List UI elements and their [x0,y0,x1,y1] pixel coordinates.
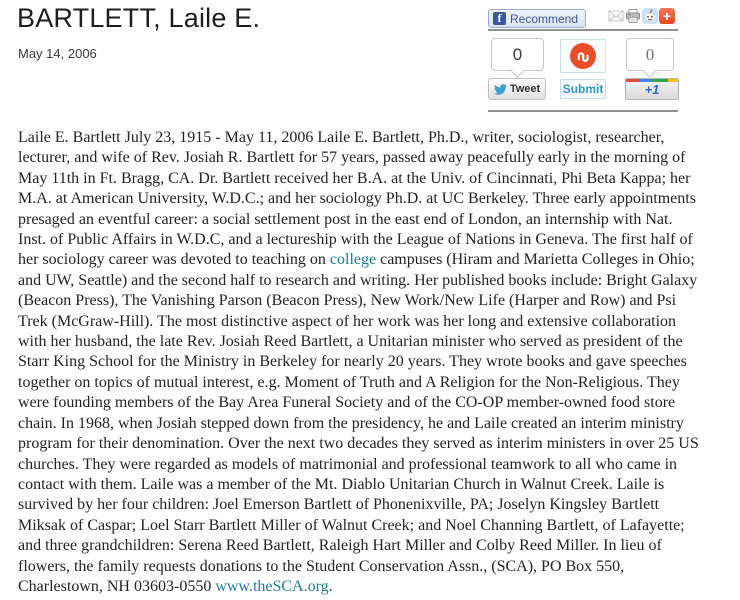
share-action-icons [608,8,675,24]
publish-date: May 14, 2006 [18,46,97,61]
obituary-line [18,557,730,577]
reddit-icon[interactable] [642,8,658,24]
obituary-line [18,373,730,393]
obituary-text-segment: together on topics of mutual interest, e.g. Moment of Truth and A Religion for the Non-Religious. They [18,373,680,391]
obituary-text-segment: (Beacon Press), The Vanishing Parson (Beacon Press), New Work/New Life (Harper and Row) and Psi [18,292,677,310]
facebook-recommend-button[interactable] [488,9,586,28]
obituary-text-segment: presaged an eventful career: a social settlement post in the east end of London, an internship with Nat. [18,210,673,228]
obituary-text-segment: program for their denomination. Over the next two decades they served as interim ministers in over 25 US [18,435,699,453]
obituary-text-segment: Trek (McGraw-Hill). The most distinctive aspect of her work was her long and extensive collaboration [18,312,677,330]
obituary-text-segment: May 11th in Ft. Bragg, CA. Dr. Bartlett received her B.A. at the Univ. of Cincinnati, Phi Beta Kappa; her [18,169,691,187]
obituary-line [18,393,730,413]
obituary-line [18,577,730,597]
share-toolbar [488,8,678,118]
obituary-line [18,312,730,332]
tweet-button-label: Tweet [509,83,541,95]
stumbleupon-submit-label: Submit [562,82,604,96]
addthis-share-icon[interactable] [659,8,675,24]
obituary-line [18,455,730,475]
obituary-text-segment: with her husband, the late Rev. Josiah Reed Bartlett, a Unitarian minister who served as president of the [18,333,683,351]
google-plusone-button[interactable] [625,78,679,100]
obituary-text [18,128,730,597]
obituary-line [18,516,730,536]
stumbleupon-swirl-icon [570,43,596,69]
email-icon[interactable] [608,8,624,24]
twitter-bird-icon [494,83,507,96]
stumbleupon-logo-badge[interactable] [560,39,606,73]
obituary-line [18,230,730,250]
obituary-text-segment: were founding members of the Bay Area Funeral Society and of the CO-OP member-owned food store [18,394,676,412]
obituary-text-segment: lecturer, and wife of Rev. Josiah R. Bartlett for 57 years, passed away peacefully early in the morning of [18,149,686,167]
obituary-text-segment: contact with them. Laile was a member of the Mt. Diablo Unitarian Church in Walnut Creek. Laile is [18,475,665,493]
obituary-text-segment: campuses (Hiram and Marietta Colleges in Ohio; [376,251,695,269]
obituary-text-segment: Starr King School for the Ministry in Berkeley for nearly 20 years. They wrote books and gave speeches [18,353,687,371]
obituary-line [18,210,730,230]
obituary-text-segment: . [328,577,333,595]
obituary-text-segment: her sociology career was devoted to teaching on [18,251,330,269]
plusone-button-label: +1 [644,82,660,97]
facebook-icon: f [493,12,506,25]
thesca-link[interactable]: www.theSCA.org [215,577,329,595]
tweet-count: 0 [512,44,523,64]
plus-glyph: + [662,8,672,24]
obituary-text-segment: Inst. of Public Affairs in W.D.C, and a lectureship with the League of Nations in Geneva. The first half of [18,231,693,249]
obituary-line [18,495,730,515]
toolbar-divider-top [488,29,678,31]
obituary-line [18,291,730,311]
obituary-line [18,169,730,189]
facebook-recommend-label: Recommend [510,11,579,26]
obituary-line [18,128,730,148]
obituary-line [18,475,730,495]
obituary-line [18,148,730,168]
obituary-text-segment: Miksak of Caspar; Loel Starr Bartlett Miller of Walnut Creek; and Noel Channing Bartlett, of Lafayette; [18,516,685,534]
plusone-count: 0 [645,44,655,64]
obituary-text-segment: and three grandchildren: Serena Reed Bartlett, Raleigh Hart Miller and Colby Reed Miller. In lieu of [18,537,662,555]
page-title: BARTLETT, Laile E. [17,3,261,33]
college-link[interactable]: college [329,251,377,269]
obituary-line [18,271,730,291]
obituary-line [18,250,730,270]
obituary-text-segment: Charlestown, NH 03603-0550 [18,577,216,595]
obituary-line [18,536,730,556]
obituary-text-segment: Laile E. Bartlett July 23, 1915 - May 11, 2006 Laile E. Bartlett, Ph.D., writer, sociologist, researcher, [18,129,665,146]
obituary-text-segment: survived by her four children: Joel Emerson Bartlett of Phonenixville, PA; Joselyn Kingsley Bartlett [18,496,660,514]
obituary-text-segment: chain. In 1968, when Josiah stepped down from the presidency, he and Laile created an interim ministry [18,414,684,432]
obituary-line [18,332,730,352]
obituary-line [18,189,730,209]
obituary-text-segment: and UW, Seattle) and the second half to research and writing. Her published books include: Bright Galaxy [18,271,698,289]
obituary-line [18,352,730,372]
stumbleupon-submit-button[interactable] [560,79,606,99]
obituary-text-segment: flowers, the family requests donations to the Student Conservation Assn., (SCA), PO Box 550, [18,557,625,575]
toolbar-divider-bottom [488,110,678,112]
obituary-text-segment: churches. They were regarded as models of matrimonial and professional teamwork to all who came in [18,455,678,473]
obituary-text-segment: M.A. at American University, W.D.C.; and her sociology Ph.D. at UC Berkeley. Three early appointments [18,190,696,208]
print-icon[interactable] [625,8,641,24]
obituary-line [18,434,730,454]
obituary-line [18,414,730,434]
tweet-button[interactable] [488,78,546,100]
